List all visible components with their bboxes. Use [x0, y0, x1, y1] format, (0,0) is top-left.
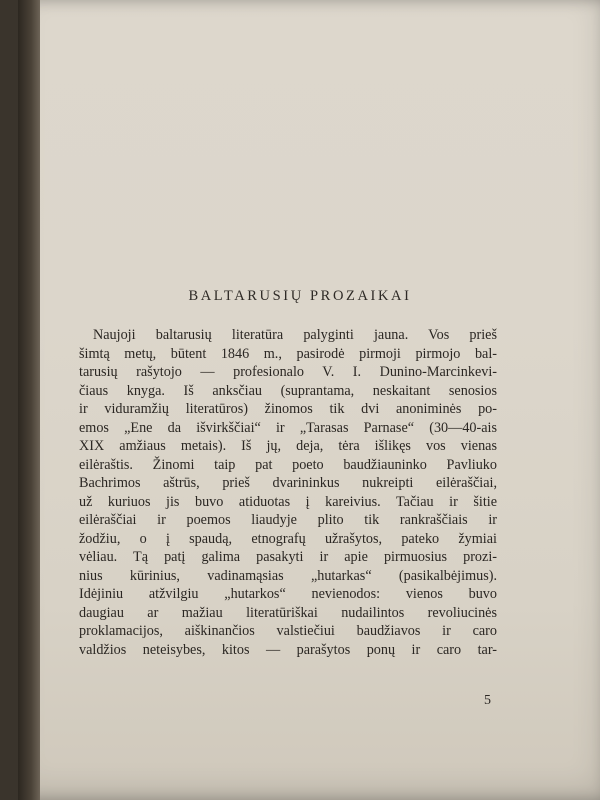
- section-heading: BALTARUSIŲ PROZAIKAI: [188, 288, 412, 304]
- text-line: XIX amžiaus metais). Iš jų, deja, tėra išlikęs vos vienas: [79, 438, 497, 454]
- text-line: Idėjiniu atžvilgiu „hutarkos“ nevienodos: vienos buvo: [79, 586, 497, 602]
- text-line: proklamacijos, aiškinančios valstiečiui baudžiavos ir caro: [79, 623, 497, 639]
- text-line: šimtą metų, būtent 1846 m., pasirodė pirmoji pirmojo bal-: [79, 345, 497, 362]
- text-line: Bachrimos aštrūs, prieš dvarininkus nukreipti eilėraščiai,: [79, 475, 497, 491]
- text-line: emos „Ene da išvirkščiai“ ir „Tarasas Parnase“ (30—40-ais: [79, 419, 497, 436]
- text-line: daugiau ar mažiau literatūriškai nudailintos revoliucinės: [79, 604, 497, 621]
- text-line: valdžios neteisybes, kitos — parašytos ponų ir caro tar-: [79, 641, 497, 658]
- text-line: už kuriuos jis buvo atiduotas į kareivius. Tačiau ir šitie: [79, 493, 497, 510]
- body-paragraph: [79, 326, 497, 659]
- text-line: Naujoji baltarusių literatūra palyginti jauna. Vos prieš: [93, 327, 497, 343]
- text-line: nius kūrinius, vadinamąsias „hutarkas“ (pasikalbėjimus).: [79, 567, 497, 584]
- text-line: žodžiu, o į spaudą, etnografų užrašytos, pateko žymiai: [79, 530, 497, 547]
- text-line: ir viduramžių literatūros) žinomos tik dvi anoniminės po-: [79, 401, 497, 417]
- text-line: eilėraščiai ir poemos liaudyje plito tik rankraščiais ir: [79, 512, 497, 528]
- text-line: vėliau. Tą patį galima pasakyti ir apie pirmuosius prozi-: [79, 549, 497, 565]
- page-binding-edge: [18, 0, 40, 800]
- text-line: čiaus knyga. Iš anksčiau (suprantama, neskaitant senosios: [79, 382, 497, 399]
- text-line: tarusių rašytojo — profesionalo V. I. Dunino-Marcinkevi-: [79, 364, 497, 380]
- page-number: 5: [484, 693, 491, 708]
- text-line: eilėraštis. Žinomi taip pat poeto baudžiauninko Pavliuko: [79, 456, 497, 473]
